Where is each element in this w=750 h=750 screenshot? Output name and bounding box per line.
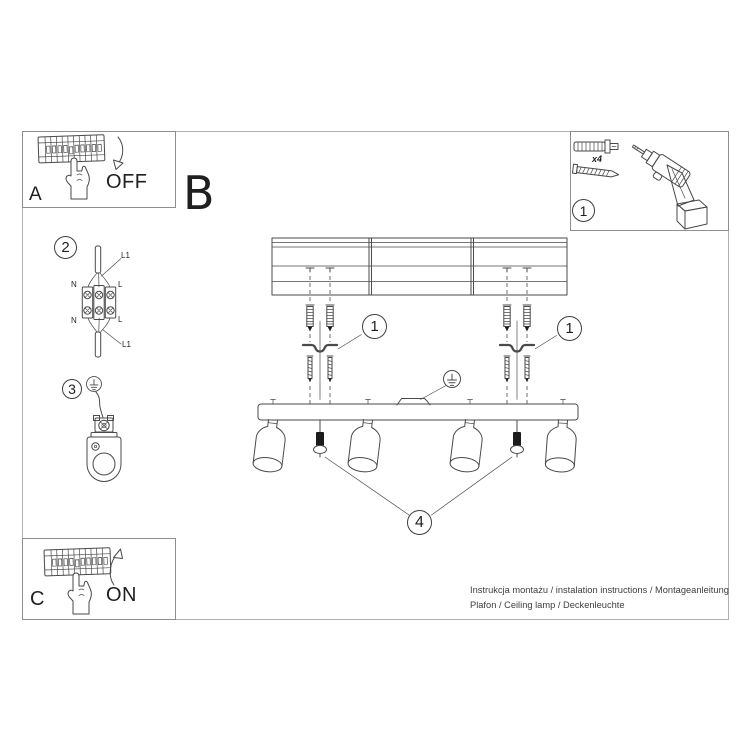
wire-label-l-top: L [118,280,123,289]
plug-quantity: x4 [592,154,603,164]
drill-icon [625,138,707,229]
screw-icon [572,164,619,179]
callout-earth: 3 [62,379,82,399]
bar-screw-tick [366,400,371,405]
anchor-assembly-right [500,268,534,404]
callout-line-earth [421,386,447,400]
step-a-state: OFF [106,171,148,193]
wire-label-n-top: N [71,280,77,289]
callout-wiring: 2 [54,236,77,259]
wall-plug-icon [574,140,618,153]
callout-bracket-left: 1 [362,314,387,339]
step-c-label: C [30,588,45,610]
anchor-assembly-left [303,268,337,404]
callout-line-fixing-left [325,457,409,515]
wire-label-n-bottom: N [71,316,77,325]
callout-line-fixing-right [432,457,513,515]
breaker-panel-icon [44,548,111,576]
ceiling-icon [272,238,567,295]
callout-line-bracket-right [535,336,557,350]
earth-clamp-icon [91,392,117,437]
footer-line-1: Instrukcja montażu / instalation instructions / Montageanleitung [470,585,729,595]
step-c-state: ON [106,584,137,606]
footer-line-2: Plafon / Ceiling lamp / Deckenleuchte [470,599,625,610]
earth-symbol-icon [87,377,102,392]
pointing-hand-icon [68,573,91,614]
lamp-bar-icon [258,404,578,420]
wire-label-l1-top: L1 [121,251,130,260]
fixing-screw-icon [511,420,524,457]
callout-fixing: 4 [407,510,432,535]
callout-line-bracket-left [338,335,362,350]
step-a-label: A [29,184,42,205]
curved-arrow-up-icon [110,549,122,585]
curved-arrow-down-icon [114,137,124,170]
spotlight-icon [545,419,578,473]
footer-text [470,583,730,613]
terminal-block-icon [82,246,121,357]
section-label-b: B [183,166,215,220]
spotlight-icon [449,418,484,473]
bar-screw-tick [561,400,566,405]
pointing-hand-icon [66,158,89,199]
wire-label-l1-bottom: L1 [122,340,131,349]
earth-symbol-icon [444,371,461,388]
callout-tools: 1 [572,199,595,222]
fixing-screw-icon [314,420,327,457]
mounting-plate-icon [87,437,121,482]
wire-label-l-bottom: L [118,315,123,324]
bar-screw-tick [468,400,473,405]
spotlight-icon [347,418,382,473]
spotlight-icon [252,418,287,473]
bar-screw-tick [271,400,276,405]
callout-bracket-right: 1 [557,316,582,341]
